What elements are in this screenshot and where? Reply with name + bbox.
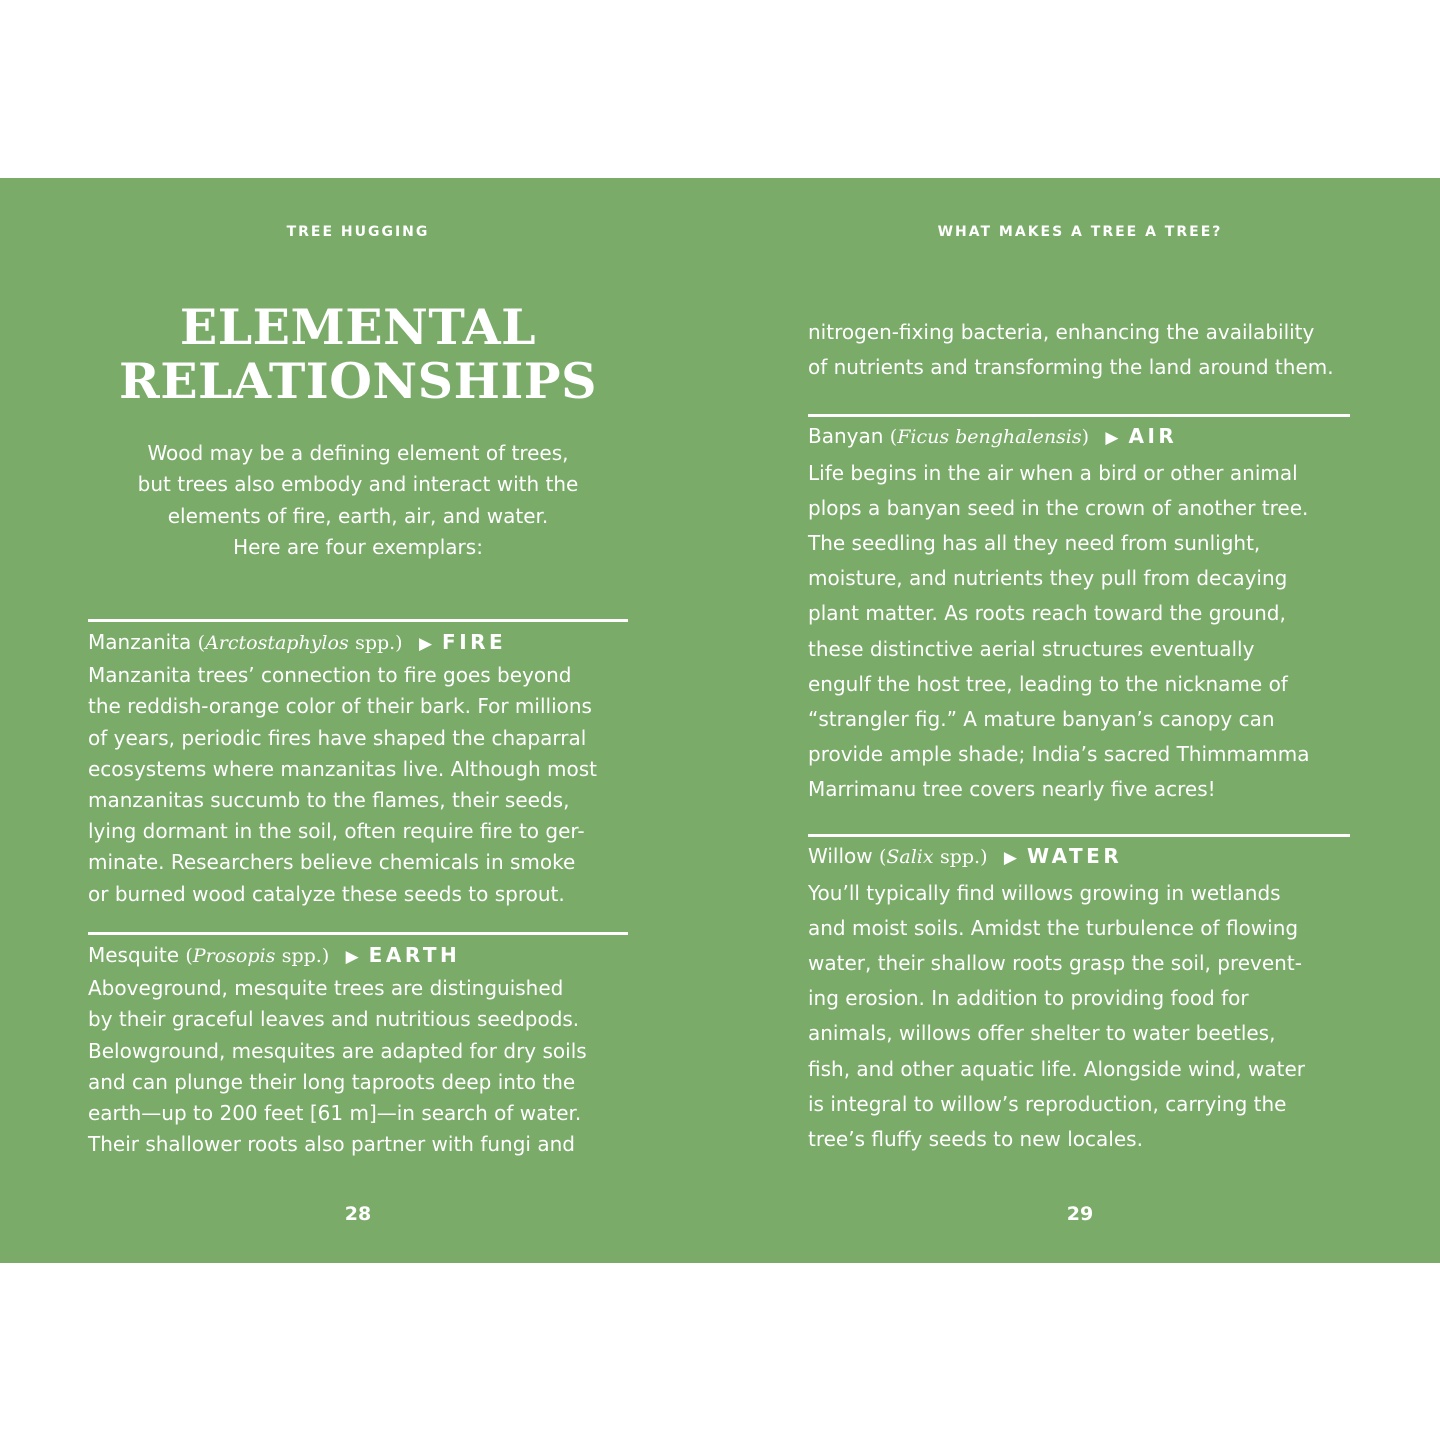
body-line: Marrimanu tree covers nearly five acres! (808, 776, 1216, 801)
tree-name: Willow (808, 844, 873, 868)
tree-name: Banyan (808, 424, 884, 448)
section-divider (88, 619, 628, 622)
body-line: plops a banyan seed in the crown of another tree. (808, 496, 1309, 521)
body-line: ecosystems where manzanitas live. Although most (88, 756, 598, 781)
section-divider (808, 414, 1350, 417)
body-line: plant matter. As roots reach toward the ground, (808, 601, 1286, 626)
intro-line: Here are four exemplars: (233, 535, 483, 560)
entry-body (88, 660, 628, 910)
scientific-open: ( (185, 945, 193, 967)
body-line: of nutrients and transforming the land around them. (808, 355, 1334, 380)
entry-mesquite (88, 932, 628, 1160)
title-line: ELEMENTAL (179, 298, 537, 356)
body-line: of years, periodic fires have shaped the chaparral (88, 725, 587, 750)
body-line: by their graceful leaves and nutritious seedpods. (88, 1007, 580, 1032)
running-head-right: WHAT MAKES A TREE A TREE? (937, 224, 1223, 240)
intro-line: elements of fire, earth, air, and water. (167, 503, 549, 528)
body-line: and moist soils. Amidst the turbulence of flowing (808, 916, 1299, 941)
scientific-open: ( (197, 632, 206, 654)
body-line: is integral to willow’s reproduction, carrying the (808, 1091, 1287, 1116)
body-line: or burned wood catalyze these seeds to sprout. (88, 881, 565, 906)
scientific-name: Arctostaphylos (205, 632, 349, 654)
body-line: and can plunge their long taproots deep into the (88, 1069, 576, 1094)
entry-body (808, 456, 1350, 807)
entry-manzanita (88, 619, 628, 910)
title-line: RELATIONSHIPS (118, 352, 598, 410)
page-title (88, 300, 628, 408)
scientific-suffix: spp.) (939, 846, 988, 868)
element-label: WATER (1026, 844, 1123, 868)
entry-body (88, 973, 628, 1160)
entry-heading (88, 940, 628, 973)
body-line: nitrogen-fixing bacteria, enhancing the availability (808, 320, 1315, 344)
body-line: Their shallower roots also partner with fungi and (88, 1132, 575, 1157)
scientific-suffix: spp.) (281, 945, 330, 967)
page-number-left: 28 (344, 1203, 372, 1225)
body-line: tree’s fluffy seeds to new locales. (808, 1126, 1143, 1151)
body-line: “strangler fig.” A mature banyan’s canopy can (808, 706, 1275, 731)
arrow-icon: ▶ (345, 947, 359, 967)
intro-paragraph (88, 438, 628, 564)
entry-heading (808, 419, 1350, 456)
scientific-name: Salix (886, 846, 934, 868)
intro-line: but trees also embody and interact with the (137, 472, 579, 497)
body-line: moisture, and nutrients they pull from decaying (808, 566, 1288, 591)
intro-line: Wood may be a defining element of trees, (147, 441, 569, 465)
body-line: The seedling has all they need from sunlight, (808, 531, 1261, 556)
element-label: EARTH (368, 943, 461, 967)
element-label: AIR (1128, 424, 1178, 448)
element-label: FIRE (442, 630, 507, 654)
page-number-right: 29 (1066, 1203, 1094, 1225)
arrow-icon: ▶ (1105, 428, 1119, 448)
body-line: earth—up to 200 feet [61 m]—in search of water. (88, 1101, 582, 1126)
body-line: ing erosion. In addition to providing food for (808, 986, 1249, 1011)
entry-banyan (808, 414, 1350, 807)
body-line: Aboveground, mesquite trees are distinguished (88, 976, 564, 1001)
running-head-left: TREE HUGGING (286, 224, 430, 240)
scientific-open: ( (889, 426, 898, 448)
section-divider (808, 834, 1350, 837)
body-line: the reddish-orange color of their bark. For millions (88, 694, 592, 719)
body-line: fish, and other aquatic life. Alongside wind, water (808, 1056, 1306, 1081)
body-line: water, their shallow roots grasp the soil, prevent- (808, 951, 1302, 976)
scientific-open: ( (878, 846, 887, 868)
body-line: lying dormant in the soil, often require fire to ger- (88, 819, 585, 844)
body-line: engulf the host tree, leading to the nickname of (808, 671, 1288, 696)
entry-heading (88, 627, 628, 660)
body-line: animals, willows offer shelter to water beetles, (808, 1021, 1276, 1046)
entry-heading (808, 839, 1350, 876)
scientific-name: Ficus benghalensis (897, 426, 1082, 448)
body-line: Life begins in the air when a bird or other animal (808, 461, 1298, 486)
body-line: Belowground, mesquites are adapted for dry soils (88, 1038, 587, 1063)
scientific-name: Prosopis (192, 945, 276, 967)
body-line: these distinctive aerial structures eventually (808, 636, 1255, 661)
arrow-icon: ▶ (418, 634, 433, 654)
book-spread (0, 178, 1440, 1263)
body-line: minate. Researchers believe chemicals in smoke (88, 850, 576, 875)
entry-willow (808, 834, 1350, 1157)
section-divider (88, 932, 628, 935)
body-line: You’ll typically find willows growing in wetlands (808, 881, 1281, 906)
arrow-icon: ▶ (1003, 848, 1017, 868)
tree-name: Manzanita (88, 630, 192, 654)
body-line: provide ample shade; India’s sacred Thimmamma (808, 741, 1310, 766)
scientific-suffix: spp.) (355, 632, 403, 654)
tree-name: Mesquite (88, 943, 180, 967)
entry-body (808, 876, 1350, 1157)
body-line: Manzanita trees’ connection to fire goes beyond (88, 663, 572, 688)
body-line: manzanitas succumb to the flames, their seeds, (88, 788, 570, 813)
continued-text (808, 315, 1350, 385)
scientific-suffix: ) (1081, 426, 1090, 448)
